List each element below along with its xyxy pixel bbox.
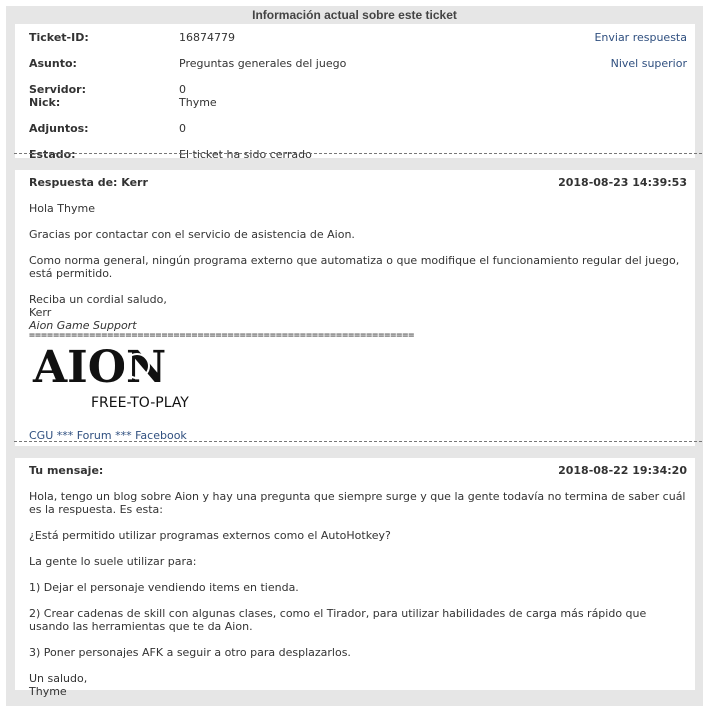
top-level-link[interactable]: Nivel superior <box>610 57 687 70</box>
reply-panel <box>15 170 695 446</box>
aion-logo <box>29 336 219 416</box>
subject-label: Asunto: <box>29 57 77 70</box>
reply-author: Respuesta de: Kerr <box>29 176 148 189</box>
reply-team: Aion Game Support <box>29 319 137 332</box>
message-closing: Un saludo, <box>29 672 88 685</box>
message-signer: Thyme <box>29 685 67 698</box>
send-reply-link[interactable]: Enviar respuesta <box>594 31 687 44</box>
subject-value: Preguntas generales del juego <box>179 57 347 70</box>
nick-label: Nick: <box>29 96 61 109</box>
message-paragraph-6: 3) Poner personajes AFK a seguir a otro para desplazarlos. <box>29 646 351 659</box>
reply-line-1: Gracias por contactar con el servicio de asistencia de Aion. <box>29 228 355 241</box>
ticket-id-value: 16874779 <box>179 31 235 44</box>
ticket-info-panel <box>15 24 695 161</box>
status-label: Estado: <box>29 148 76 161</box>
ticket-id-label: Ticket-ID: <box>29 31 89 44</box>
nick-value: Thyme <box>179 96 217 109</box>
logo-subtitle: FREE-TO-PLAY <box>91 395 189 411</box>
ticket-frame <box>6 6 703 706</box>
page-title: Información actual sobre este ticket <box>252 8 457 22</box>
attachments-label: Adjuntos: <box>29 122 89 135</box>
reply-signer: Kerr <box>29 306 52 319</box>
message-panel <box>15 458 695 698</box>
message-paragraph-3: La gente lo suele utilizar para: <box>29 555 197 568</box>
reply-greeting: Hola Thyme <box>29 202 95 215</box>
message-label: Tu mensaje: <box>29 464 104 477</box>
message-paragraph-5: 2) Crear cadenas de skill con algunas clases, como el Tirador, para utilizar habilidades de carga más rápido que usando las herramientas que te da Aion. <box>29 607 647 633</box>
status-value: El ticket ha sido cerrado <box>179 148 312 161</box>
message-paragraph-2: ¿Está permitido utilizar programas externos como el AutoHotkey? <box>29 529 391 542</box>
divider <box>14 441 702 442</box>
reply-date: 2018-08-23 14:39:53 <box>558 176 687 189</box>
reply-closing: Reciba un cordial saludo, <box>29 293 167 306</box>
logo-wordmark: AION <box>33 342 167 393</box>
server-label: Servidor: <box>29 83 87 96</box>
attachments-value: 0 <box>179 122 186 135</box>
message-paragraph-4: 1) Dejar el personaje vendiendo items en tienda. <box>29 581 299 594</box>
reply-separator: ================================================================ <box>29 330 415 341</box>
reply-line-2: Como norma general, ningún programa externo que automatiza o que modifique el funcionamiento regular del juego, está permitido. <box>29 254 680 280</box>
footer-links[interactable]: CGU *** Forum *** Facebook <box>29 429 187 442</box>
message-paragraph-1: Hola, tengo un blog sobre Aion y hay una pregunta que siempre surge y que la gente todavía no termina de saber cuál es la respuesta. Es esta: <box>29 490 686 516</box>
divider <box>14 153 702 154</box>
message-date: 2018-08-22 19:34:20 <box>558 464 687 477</box>
server-value: 0 <box>179 83 186 96</box>
